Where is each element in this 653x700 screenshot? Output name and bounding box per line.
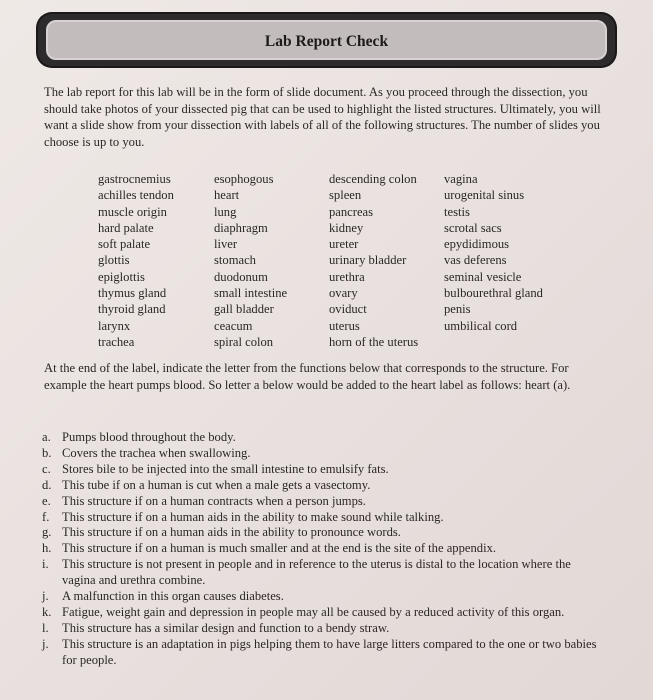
list-item [42, 430, 602, 446]
structure-item: bulbourethral gland [444, 286, 543, 301]
list-item [42, 589, 602, 605]
list-text: A malfunction in this organ causes diabetes. [62, 589, 284, 604]
structure-item: soft palate [98, 237, 151, 252]
structure-item: gastrocnemius [98, 172, 171, 186]
list-letter: d. [42, 477, 52, 492]
structure-item: oviduct [329, 302, 367, 317]
list-letter: h. [42, 541, 52, 556]
structure-item: spiral colon [214, 334, 274, 349]
structure-item: uterus [329, 318, 360, 333]
structure-item: ceacum [214, 318, 253, 333]
list-item [42, 637, 602, 669]
structure-item: seminal vesicle [444, 269, 522, 284]
structure-item: urogenital sinus [444, 188, 525, 203]
list-letter: i. [42, 557, 49, 572]
list-item [42, 446, 602, 462]
structure-item: urinary bladder [329, 253, 407, 268]
structure-item: small intestine [214, 286, 288, 301]
structure-item: liver [214, 237, 238, 252]
list-text: This structure if on a human contracts when a person jumps. [62, 493, 366, 508]
structure-item: diaphragm [214, 220, 268, 235]
structure-item: urethra [329, 269, 365, 284]
structure-item: scrotal sacs [444, 220, 502, 235]
structure-item: vagina [444, 172, 478, 186]
list-text: This structure if on a human is much smaller and at the end is the site of the appendix. [62, 541, 497, 556]
list-letter: k. [42, 604, 52, 619]
title-banner-inner [46, 20, 607, 60]
structure-item: achilles tendon [98, 188, 174, 203]
structure-item: horn of the uterus [329, 334, 419, 349]
list-letter: c. [42, 461, 51, 476]
list-text: Stores bile to be injected into the small intestine to emulsify fats. [62, 461, 389, 476]
list-letter: j. [42, 589, 49, 604]
structure-item: umbilical cord [444, 318, 518, 333]
list-item [42, 541, 602, 557]
structure-item: pancreas [329, 204, 374, 219]
structure-item: heart [214, 188, 240, 203]
structure-item: gall bladder [214, 302, 274, 317]
list-letter: a. [42, 430, 51, 444]
list-item [42, 510, 602, 526]
list-text: This structure has a similar design and function to a bendy straw. [62, 620, 390, 635]
list-letter: b. [42, 445, 52, 460]
structure-item: ureter [329, 237, 359, 252]
list-item [42, 605, 602, 621]
structure-column-4 [444, 171, 543, 334]
structure-item: ovary [329, 286, 358, 301]
structure-item: epydidimous [444, 237, 510, 252]
structure-item: descending colon [329, 172, 417, 186]
structure-item: lung [214, 204, 237, 219]
list-item [42, 621, 602, 637]
list-letter: j. [42, 636, 49, 651]
list-item [42, 478, 602, 494]
list-item [42, 525, 602, 541]
structure-item: penis [444, 302, 471, 317]
list-text: Fatigue, weight gain and depression in people may all be caused by a reduced activity of this organ. [62, 604, 565, 619]
list-item [42, 494, 602, 510]
structure-item: stomach [214, 253, 256, 268]
structure-item: duodonum [214, 269, 268, 284]
list-text: This tube if on a human is cut when a male gets a vasectomy. [62, 477, 371, 492]
list-letter: g. [42, 525, 52, 540]
list-letter: e. [42, 493, 51, 508]
list-item [42, 557, 602, 589]
list-letter: l. [42, 620, 49, 635]
structure-item: trachea [98, 334, 135, 349]
structure-item: testis [444, 204, 470, 219]
structure-item: spleen [329, 188, 362, 203]
title-banner [38, 14, 615, 66]
structure-item: larynx [98, 318, 131, 333]
structure-item: kidney [329, 220, 364, 235]
structure-item: hard palate [98, 220, 154, 235]
list-item [42, 462, 602, 478]
list-text: Covers the trachea when swallowing. [62, 445, 251, 460]
list-text: This structure is an adaptation in pigs helping them to have large litters compared to the one or two babies for people. [62, 636, 597, 667]
list-text: This structure is not present in people and in reference to the uterus is distal to the location where the vagina and urethra combine. [62, 557, 571, 588]
intro-paragraph: The lab report for this lab will be in the form of slide document. As you proceed through the dissection, you should take photos of your dissected pig that can be used to highlight the listed structures. Ultimately, you will want a slide show from your dissection with labels of all of the following structures. The number of slides you choose is up to you. [44, 85, 601, 149]
structure-item: thyroid gland [98, 302, 166, 317]
structure-column-1 [98, 171, 174, 350]
structure-item: epiglottis [98, 269, 145, 284]
list-text: This structure if on a human aids in the ability to make sound while talking. [62, 509, 444, 524]
structure-column-3 [329, 171, 418, 350]
structure-item: vas deferens [444, 253, 507, 268]
instructions-paragraph: At the end of the label, indicate the letter from the functions below that corresponds to the structure. For example the heart pumps blood. So letter a below would be added to the heart label as follows: heart (a). [44, 361, 571, 392]
functions-list [42, 430, 602, 669]
structure-item: glottis [98, 253, 130, 268]
list-text: Pumps blood throughout the body. [62, 430, 236, 444]
page-title: Lab Report Check [264, 33, 389, 50]
structure-item: thymus gland [98, 286, 167, 301]
list-text: This structure if on a human aids in the ability to pronounce words. [62, 525, 401, 540]
structure-item: muscle origin [98, 204, 167, 219]
list-letter: f. [42, 509, 50, 524]
structure-item: esophogous [214, 172, 274, 186]
structure-column-2 [214, 171, 287, 350]
